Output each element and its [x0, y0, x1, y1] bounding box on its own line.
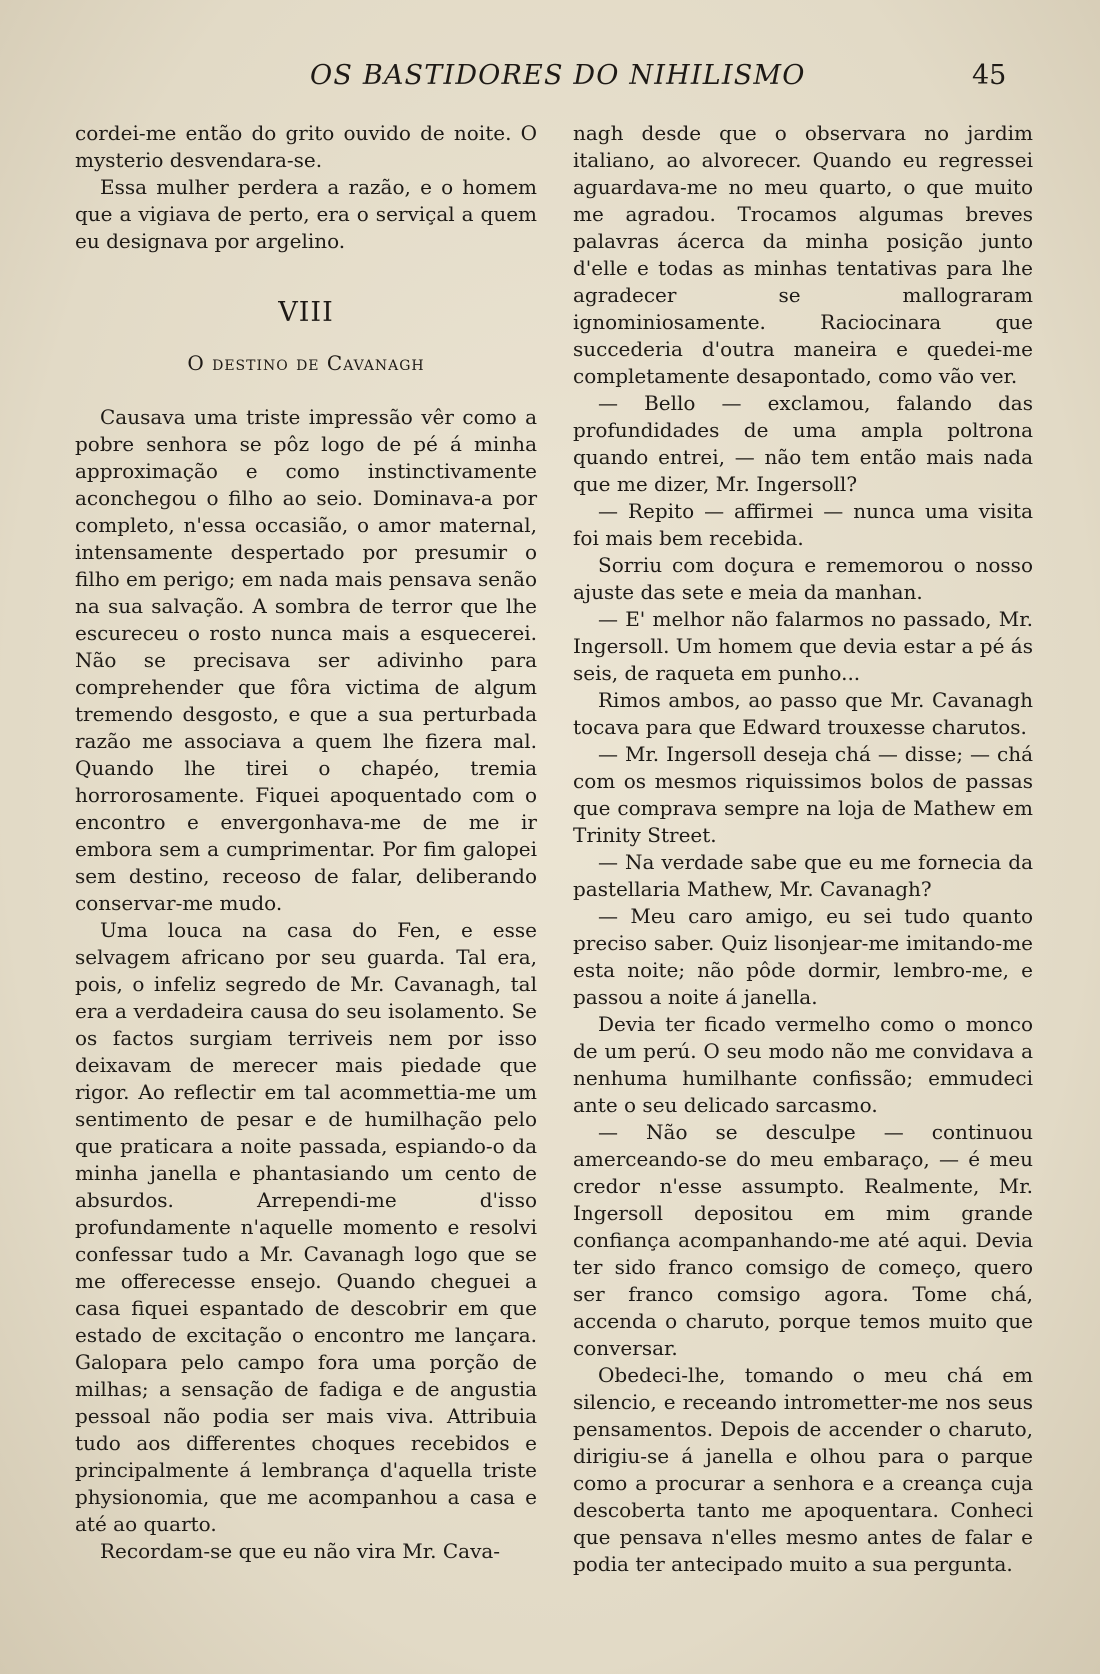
- dialogue-paragraph: — Mr. Ingersoll deseja chá — disse; — chá com os mesmos riquissimos bolos de passas que comprava sempre na loja de Mathew em Trinity Street.: [573, 742, 1033, 847]
- page-header: [0, 60, 1100, 100]
- dialogue-paragraph: — E' melhor não falarmos no passado, Mr. Ingersoll. Um homem que devia estar a pé ás seis, de raqueta em punho...: [573, 607, 1033, 685]
- dialogue-paragraph: — Não se desculpe — continuou amerceando-se do meu embaraço, — é meu credor n'esse assumpto. Realmente, Mr. Ingersoll depositou em mim grande confiança acompanhando-me até aqui. Devia ter sido franco comsigo de começo, quero ser franco comsigo agora. Tome chá, accenda o charuto, porque temos muito que conversar.: [573, 1120, 1033, 1360]
- paragraph: Devia ter ficado vermelho como o monco de um perú. O seu modo não me convidava a nenhuma humilhante confissão; emmudeci ante o seu delicado sarcasmo.: [573, 1012, 1033, 1117]
- paragraph: Rimos ambos, ao passo que Mr. Cavanagh tocava para que Edward trouxesse charutos.: [573, 688, 1033, 739]
- paragraph: Obedeci-lhe, tomando o meu chá em silencio, e receando intrometter-me nos seus pensamentos. Depois de accender o charuto, dirigiu-se á janella e olhou para o parque como a procurar a senhora e a creança cuja descoberta tanto me apoquentara. Conheci que pensava n'elles mesmo antes de falar e podia ter antecipado muito a sua pergunta.: [573, 1363, 1033, 1576]
- page-number: 45: [972, 60, 1007, 91]
- dialogue-paragraph: — Meu caro amigo, eu sei tudo quanto preciso saber. Quiz lisonjear-me imitando-me esta noite; não pôde dormir, lembro-me, e passou a noite á janella.: [573, 904, 1033, 1009]
- chapter-number: VIII: [278, 297, 334, 328]
- paragraph: Sorriu com doçura e rememorou o nosso ajuste das sete e meia da manhan.: [573, 553, 1033, 604]
- paragraph: Essa mulher perdera a razão, e o homem que a vigiava de perto, era o serviçal a quem eu designava por argelino.: [75, 175, 537, 253]
- chapter-title: O destino de Cavanagh: [187, 351, 425, 375]
- right-column: [573, 120, 1033, 1578]
- left-column: [75, 120, 537, 1565]
- paragraph: cordei-me então do grito ouvido de noite. O mysterio desvendara-se.: [75, 121, 537, 172]
- running-title: OS BASTIDORES DO NIHILISMO: [310, 60, 806, 91]
- dialogue-paragraph: — Na verdade sabe que eu me fornecia da pastellaria Mathew, Mr. Cavanagh?: [573, 850, 1033, 901]
- paragraph: Uma louca na casa do Fen, e esse selvagem africano por seu guarda. Tal era, pois, o infeliz segredo de Mr. Cavanagh, tal era a verdadeira causa do seu isolamento. Se os factos surgiam terriveis nem por isso deixavam de merecer mais piedade que rigor. Ao reflectir em tal acommettia-me um sentimento de pesar e de humilhação pelo que praticara a noite passada, espiando-o da minha janella e phantasiando um cento de absurdos. Arrependi-me d'isso profundamente n'aquelle momento e resolvi confessar tudo a Mr. Cavanagh logo que se me offerecesse ensejo. Quando cheguei a casa fiquei espantado de descobrir em que estado de excitação o encontro me lançara. Galopara pelo campo fora uma porção de milhas; a sensação de fadiga e de angustia pessoal não podia ser mais viva. Attribuia tudo aos differentes choques recebidos e principalmente á lembrança d'aquella triste physionomia, que me acompanhou a casa e até ao quarto.: [75, 918, 537, 1536]
- dialogue-paragraph: — Repito — affirmei — nunca uma visita foi mais bem recebida.: [573, 499, 1033, 550]
- paragraph: Recordam-se que eu não vira Mr. Cava-: [100, 1539, 501, 1563]
- paragraph: Causava uma triste impressão vêr como a pobre senhora se pôz logo de pé á minha approximação e como instinctivamente aconchegou o filho ao seio. Dominava-a por completo, n'essa occasião, o amor maternal, intensamente despertado por presumir o filho em perigo; em nada mais pensava senão na sua salvação. A sombra de terror que lhe escureceu o rosto nunca mais a esquecerei. Não se precisava ser adivinho para comprehender que fôra victima de algum tremendo desgosto, e que a sua perturbada razão me associava a quem lhe fizera mal. Quando lhe tirei o chapéo, tremia horrorosamente. Fiquei apoquentado com o encontro e envergonhava-me de me ir embora sem a cumprimentar. Por fim galopei sem destino, receoso de falar, deliberando conservar-me mudo.: [75, 405, 537, 915]
- dialogue-paragraph: — Bello — exclamou, falando das profundidades de uma ampla poltrona quando entrei, — não tem então mais nada que me dizer, Mr. Ingersoll?: [573, 391, 1033, 496]
- paragraph: nagh desde que o observara no jardim italiano, ao alvorecer. Quando eu regressei aguardava-me no meu quarto, o que muito me agradou. Trocamos algumas breves palavras ácerca da minha posição junto d'elle e todas as minhas tentativas para lhe agradecer se mallograram ignominiosamente. Raciocinara que succederia d'outra maneira e quedei-me completamente desapontado, como vão ver.: [573, 121, 1033, 388]
